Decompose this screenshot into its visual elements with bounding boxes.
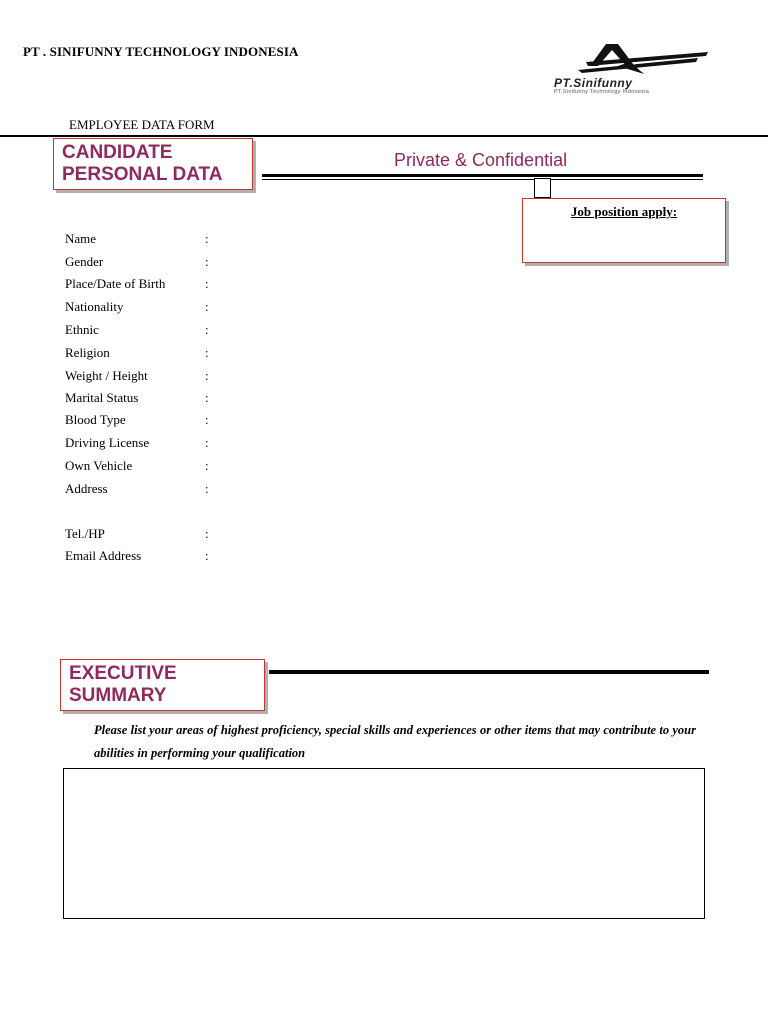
field-colon: : (205, 412, 209, 427)
field-label: Blood Type (65, 412, 126, 427)
job-position-label: Job position apply: (570, 204, 678, 219)
field-colon: : (205, 322, 209, 337)
field-colon: : (205, 345, 209, 360)
candidate-personal-data-heading (53, 138, 253, 190)
executive-instructions: Please list your areas of highest proficiency, special skills and experiences or other items that may contribute to your abilities in performing your qualification (94, 723, 696, 760)
field-colon: : (205, 526, 209, 541)
field-label: Nationality (65, 299, 124, 314)
header-double-rule (262, 174, 703, 180)
confidential-label: Private & Confidential (394, 150, 568, 170)
field-label: Tel./HP (65, 526, 105, 541)
field-label: Ethnic (65, 322, 99, 337)
field-colon: : (205, 254, 209, 269)
executive-summary-heading (60, 659, 265, 711)
heading-line-1: EXECUTIVE (69, 663, 177, 684)
field-colon: : (205, 390, 209, 405)
heading-line-2: SUMMARY (69, 685, 167, 706)
field-colon: : (205, 276, 209, 291)
logo-text: PT.Sinifunny (554, 76, 633, 90)
field-colon: : (205, 231, 209, 246)
field-colon: : (205, 481, 209, 496)
field-colon: : (205, 548, 209, 563)
field-label: Own Vehicle (65, 458, 133, 473)
top-divider (0, 135, 768, 137)
job-position-box[interactable] (522, 198, 726, 263)
star-swoosh-logo-icon (548, 40, 748, 80)
field-label: Driving License (65, 435, 150, 450)
field-label: Gender (65, 254, 104, 269)
heading-line-2: PERSONAL DATA (62, 164, 223, 185)
company-name: PT . SINIFUNNY TECHNOLOGY INDONESIA (23, 44, 299, 59)
field-colon: : (205, 458, 209, 473)
form-title: EMPLOYEE DATA FORM (69, 117, 215, 132)
executive-rule (269, 670, 709, 674)
field-label: Place/Date of Birth (65, 276, 166, 291)
heading-line-1: CANDIDATE (62, 142, 173, 163)
job-box-connector (534, 178, 551, 198)
logo-subtext: PT.Sinifunny Technology Indonesia (554, 89, 650, 95)
field-label: Marital Status (65, 390, 139, 405)
field-colon: : (205, 368, 209, 383)
field-label: Address (65, 481, 108, 496)
field-label: Weight / Height (65, 368, 148, 383)
field-colon: : (205, 299, 209, 314)
company-logo (548, 40, 748, 100)
field-label: Name (65, 231, 97, 246)
field-colon: : (205, 435, 209, 450)
executive-summary-textbox[interactable] (63, 768, 705, 919)
field-label: Email Address (65, 548, 142, 563)
field-label: Religion (65, 345, 110, 360)
